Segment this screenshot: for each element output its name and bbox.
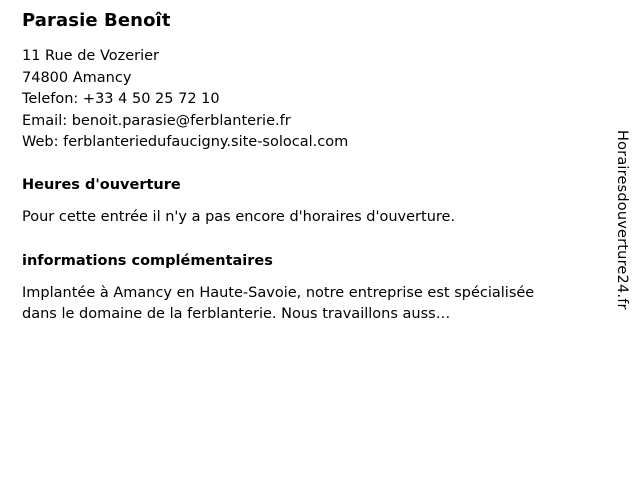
listing-content bbox=[22, 10, 592, 349]
opening-hours-text: Pour cette entrée il n'y a pas encore d'horaires d'ouverture. bbox=[22, 208, 456, 225]
phone-line: Telefon: +33 4 50 25 72 10 bbox=[22, 91, 220, 107]
email-line: Email: benoit.parasie@ferblanterie.fr bbox=[22, 112, 291, 129]
watermark-vertical-text: Horairesdouverture24.fr bbox=[614, 130, 630, 310]
address-block bbox=[22, 46, 592, 154]
address-city: 74800 Amancy bbox=[22, 69, 132, 86]
additional-info-heading: informations complémentaires bbox=[22, 252, 273, 269]
opening-hours-heading: Heures d'ouverture bbox=[22, 176, 181, 193]
page-title: Parasie Benoît bbox=[22, 10, 171, 31]
address-street: 11 Rue de Vozerier bbox=[22, 48, 160, 64]
website-line: Web: ferblanteriedufaucigny.site-solocal.com bbox=[22, 134, 349, 150]
additional-info-text: Implantée à Amancy en Haute-Savoie, notre entreprise est spécialisée dans le domaine de la ferblanterie. Nous travaillons auss… bbox=[22, 284, 535, 322]
